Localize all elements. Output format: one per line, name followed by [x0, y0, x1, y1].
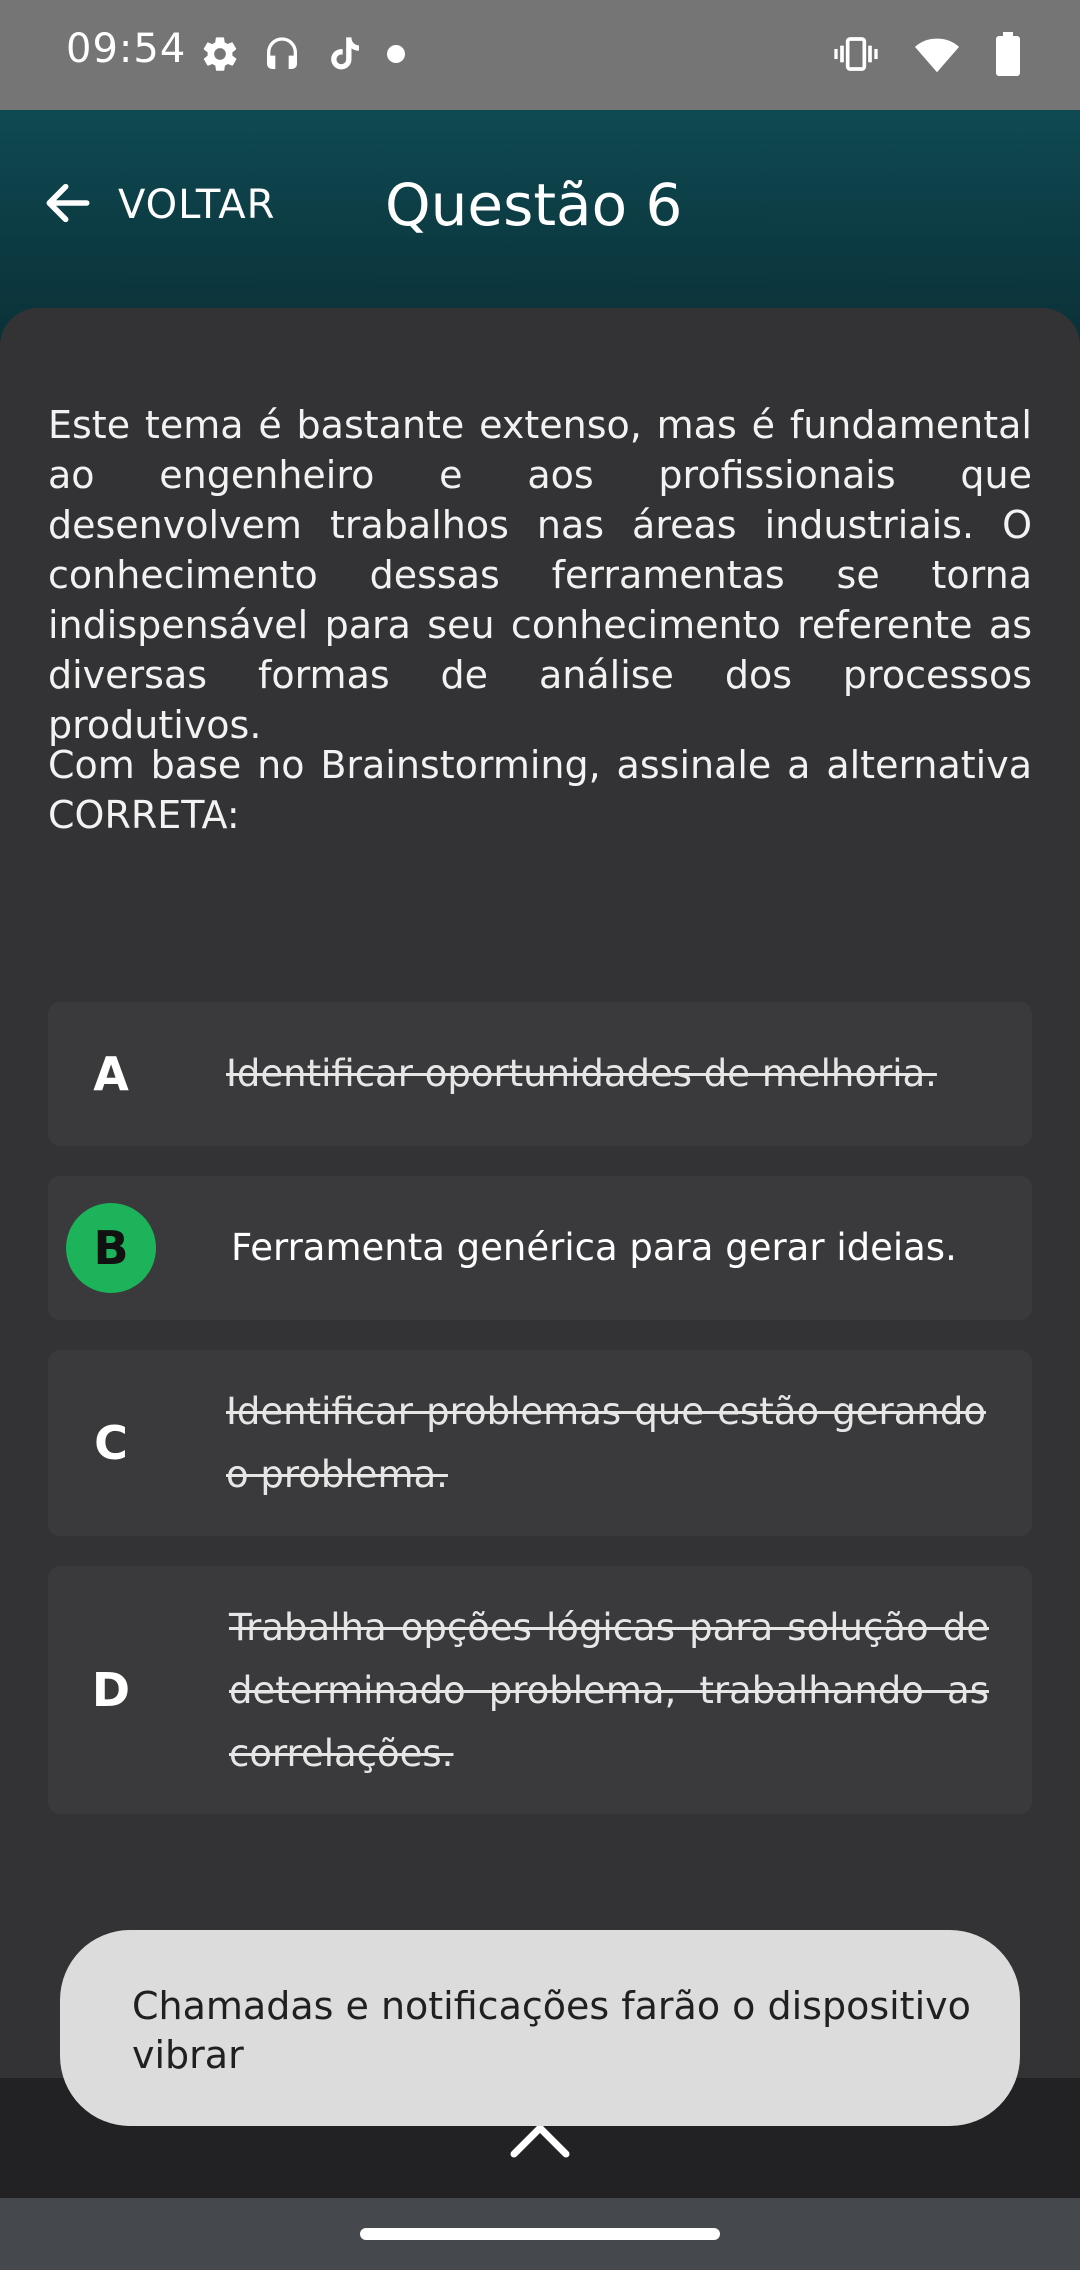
question-card — [0, 308, 1080, 2078]
option-c[interactable] — [48, 1350, 1032, 1536]
option-letter: C — [94, 1416, 128, 1470]
back-button[interactable] — [40, 160, 275, 250]
toast-notification: Chamadas e notificações farão o dispositivo vibrar — [60, 1930, 1020, 2126]
question-prompt: Com base no Brainstorming, assinale a alternativa CORRETA: — [48, 743, 1032, 837]
option-text: Trabalha opções lógicas para solução de determinado problema, trabalhando as correlações. — [229, 1606, 989, 1775]
home-indicator[interactable] — [360, 2228, 720, 2240]
option-text: Identificar problemas que estão gerando o problema. — [226, 1390, 986, 1496]
gear-icon — [200, 34, 240, 74]
arrow-left-icon — [40, 175, 96, 236]
question-text: Este tema é bastante extenso, mas é fundamental ao engenheiro e aos profissionais que desenvolvem trabalhos nas áreas industriais. O conhecimento dessas ferramentas se torna indispensável para seu conhecimento referente as diversas formas de análise dos processos produtivos. — [48, 403, 1032, 747]
status-time: 09:54 — [66, 26, 187, 72]
header — [0, 110, 1080, 340]
option-letter: D — [91, 1663, 131, 1717]
status-left-icons — [200, 34, 406, 74]
vibrate-icon — [834, 34, 878, 74]
option-b[interactable] — [48, 1176, 1032, 1320]
dot-icon — [386, 34, 406, 74]
back-label: VOLTAR — [118, 182, 276, 228]
option-a[interactable] — [48, 1002, 1032, 1146]
wifi-icon — [914, 34, 960, 74]
chevron-up-icon[interactable] — [508, 2120, 572, 2165]
option-text: Ferramenta genérica para gerar ideias. — [231, 1226, 957, 1269]
option-letter-selected: B — [66, 1203, 156, 1293]
option-letter: A — [93, 1047, 129, 1101]
status-right-icons — [834, 32, 1020, 76]
headphones-icon — [262, 34, 302, 74]
option-text: Identificar oportunidades de melhoria. — [226, 1052, 937, 1095]
page-title: Questão 6 — [385, 171, 683, 239]
tiktok-icon — [324, 34, 364, 74]
status-bar — [0, 0, 1080, 110]
battery-icon — [996, 32, 1020, 76]
option-d[interactable] — [48, 1566, 1032, 1814]
